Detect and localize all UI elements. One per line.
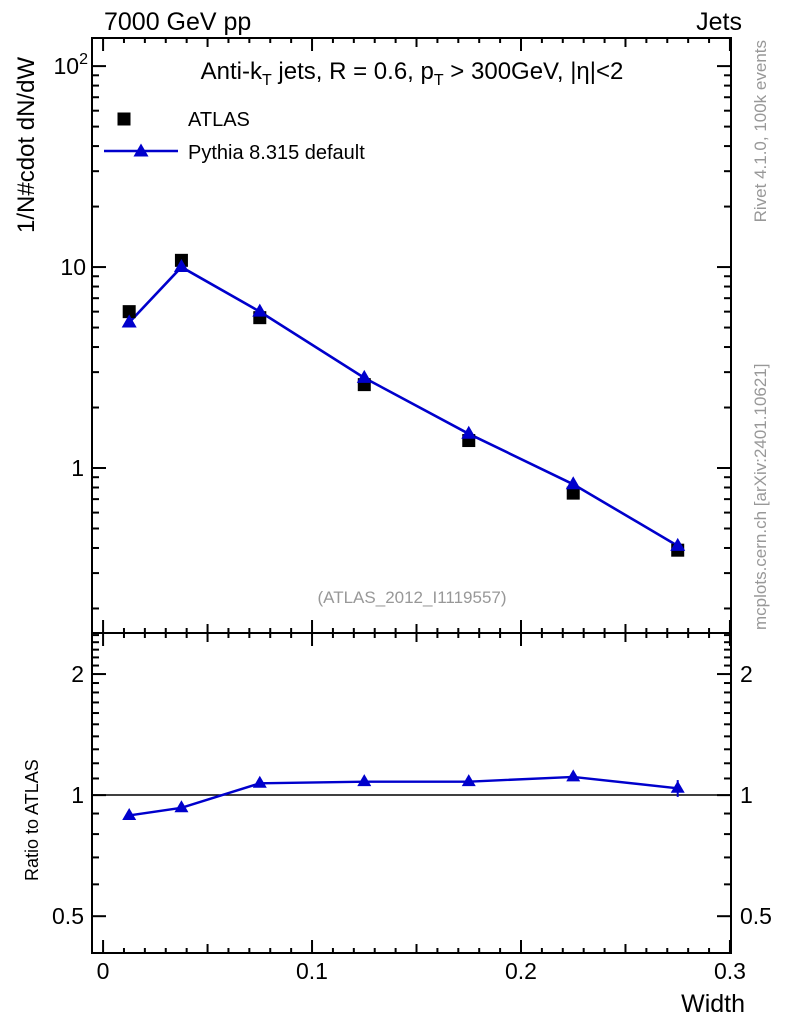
plot-title: Anti-$k_T$ jets, R = 0.6, $p_T > 300GeV$, |η|<2 [200, 58, 624, 89]
rivet-version-label: Rivet 4.1.0, 100k events [751, 40, 770, 223]
ratio-data-point [566, 769, 580, 781]
x-tick-label-02: 0.2 [505, 958, 537, 984]
analysis-id-watermark: (ATLAS_2012_I1119557) [317, 588, 507, 607]
x-tick-label-0: 0 [96, 958, 110, 984]
main-y-axis-title: 1/N#cdot dN/dW [13, 56, 40, 233]
ratio-data-point [462, 774, 476, 786]
ratio-data-point [357, 774, 371, 786]
y-tick-label-100: $10^2$ [53, 51, 88, 79]
ratio-data-point [253, 776, 267, 788]
ratio-tick-right-1: 1 [740, 782, 753, 808]
x-tick-label-01: 0.1 [296, 958, 328, 984]
y-tick-label-10: 10 [60, 254, 86, 280]
ratio-tick-right-2: 2 [740, 661, 753, 687]
ratio-y-axis-title: Ratio to ATLAS [22, 759, 42, 881]
ratio-tick-left-05: 0.5 [52, 903, 84, 929]
mcplots-arxiv-label: mcplots.cern.ch [arXiv:2401.10621] [751, 363, 770, 630]
axis-ticks [92, 38, 731, 953]
legend-atlas-label: ATLAS [188, 109, 250, 131]
process-label: Jets [696, 8, 742, 36]
ratio-tick-right-05: 0.5 [740, 903, 772, 929]
legend-atlas-marker-icon [118, 113, 131, 126]
pythia-data-point [357, 370, 372, 383]
ratio-tick-left-2: 2 [71, 661, 84, 687]
ratio-tick-left-1: 1 [71, 782, 84, 808]
legend [104, 109, 365, 164]
main-data-series [122, 254, 686, 557]
legend-pythia-label: Pythia 8.315 default [188, 142, 365, 164]
x-axis-title: Width [681, 990, 745, 1018]
beam-energy-label: 7000 GeV pp [104, 8, 252, 36]
x-tick-label-03: 0.3 [714, 958, 746, 984]
y-tick-label-1: 1 [71, 455, 84, 481]
ratio-panel-frame [92, 633, 731, 953]
